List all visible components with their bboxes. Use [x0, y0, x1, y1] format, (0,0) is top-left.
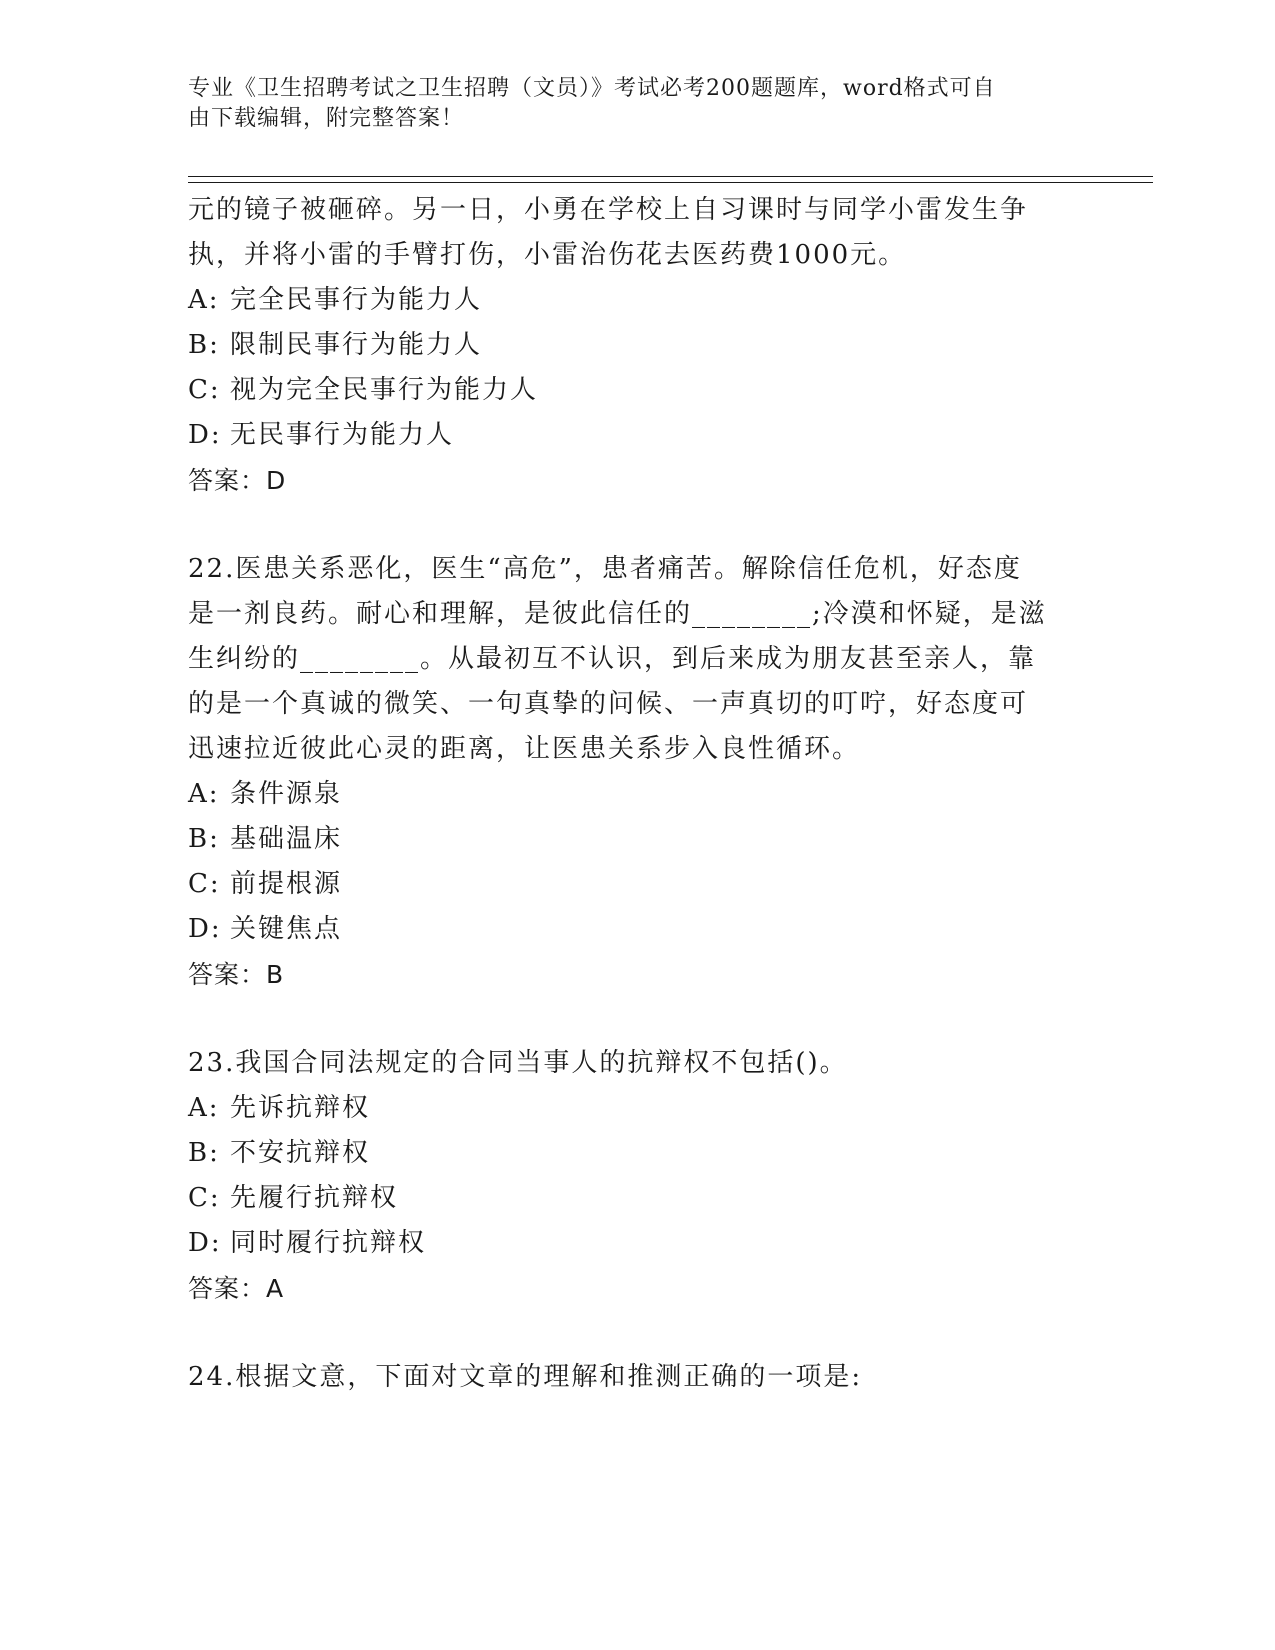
option-text: 视为完全民事行为能力人	[230, 375, 539, 405]
stem-line: 是一剂良药。耐心和理解，是彼此信任的________;冷漠和怀疑，是滋	[188, 599, 1047, 629]
option-b	[188, 1131, 1088, 1176]
option-text: 条件源泉	[230, 779, 343, 809]
stem-line: 的是一个真诚的微笑、一句真挚的问候、一声真切的叮咛，好态度可	[188, 689, 1029, 719]
answer-line: 答案：B	[188, 960, 285, 989]
question-stem	[188, 1041, 1088, 1086]
option-a	[188, 772, 1088, 817]
option-key: C:	[188, 1183, 221, 1213]
answer-line: 答案：D	[188, 466, 287, 495]
stem-line: 24.根据文意，下面对文章的理解和推测正确的一项是:	[188, 1362, 863, 1392]
option-text: 不安抗辩权	[230, 1138, 371, 1168]
document-header	[188, 74, 1068, 134]
question-21	[188, 188, 1088, 503]
option-text: 完全民事行为能力人	[230, 285, 483, 315]
option-b	[188, 323, 1088, 368]
option-c	[188, 862, 1088, 907]
option-text: 前提根源	[230, 869, 343, 899]
question-22	[188, 547, 1088, 997]
option-key: C:	[188, 869, 221, 899]
option-text: 基础温床	[230, 824, 343, 854]
stem-line: 执，并将小雷的手臂打伤，小雷治伤花去医药费1000元。	[188, 240, 907, 270]
option-a	[188, 278, 1088, 323]
stem-line: 迅速拉近彼此心灵的距离，让医患关系步入良性循环。	[188, 734, 861, 764]
question-stem	[188, 1355, 1088, 1400]
option-text: 关键焦点	[230, 914, 343, 944]
stem-line: 22.医患关系恶化，医生“高危”，患者痛苦。解除信任危机，好态度	[188, 554, 1022, 584]
option-d	[188, 907, 1088, 952]
option-key: C:	[188, 375, 221, 405]
option-c	[188, 1176, 1088, 1221]
spacer	[188, 997, 1088, 1041]
option-text: 同时履行抗辩权	[230, 1228, 427, 1258]
option-text: 先履行抗辩权	[230, 1183, 399, 1213]
option-text: 无民事行为能力人	[230, 420, 455, 450]
header-divider-bottom	[188, 182, 1153, 183]
option-b	[188, 817, 1088, 862]
option-key: B:	[188, 1138, 220, 1168]
stem-line: 生纠纷的________。从最初互不认识，到后来成为朋友甚至亲人，靠	[188, 644, 1037, 674]
option-key: A:	[188, 1093, 220, 1123]
header-divider-top	[188, 176, 1153, 177]
option-text: 先诉抗辩权	[230, 1093, 371, 1123]
question-stem	[188, 547, 1088, 772]
option-text: 限制民事行为能力人	[230, 330, 483, 360]
header-line-2: 由下载编辑，附完整答案！	[188, 106, 465, 131]
option-key: B:	[188, 824, 220, 854]
option-key: D:	[188, 914, 222, 944]
header-line-1: 专业《卫生招聘考试之卫生招聘（文员）》考试必考200题题库，word格式可自	[188, 76, 996, 101]
option-c	[188, 368, 1088, 413]
option-key: D:	[188, 420, 222, 450]
option-key: B:	[188, 330, 220, 360]
option-key: D:	[188, 1228, 222, 1258]
option-key: A:	[188, 285, 220, 315]
question-23	[188, 1041, 1088, 1311]
spacer	[188, 1311, 1088, 1355]
option-key: A:	[188, 779, 220, 809]
answer-line: 答案：A	[188, 1274, 285, 1303]
spacer	[188, 503, 1088, 547]
option-d	[188, 413, 1088, 458]
stem-line: 元的镜子被砸碎。另一日，小勇在学校上自习课时与同学小雷发生争	[188, 195, 1029, 225]
option-d	[188, 1221, 1088, 1266]
option-a	[188, 1086, 1088, 1131]
question-list	[188, 188, 1088, 1400]
stem-line: 23.我国合同法规定的合同当事人的抗辩权不包括()。	[188, 1048, 848, 1078]
question-stem	[188, 188, 1088, 278]
question-24	[188, 1355, 1088, 1400]
